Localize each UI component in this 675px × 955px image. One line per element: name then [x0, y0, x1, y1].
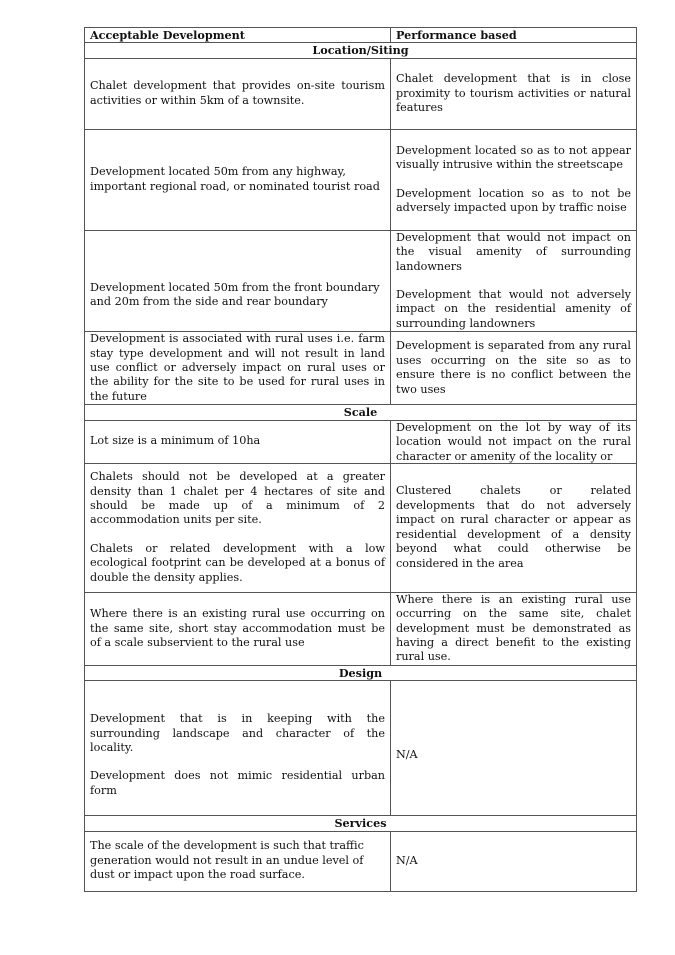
table-row: [85, 230, 637, 331]
cell-paragraph: Development is associated with rural uses i.e. farm stay type development and will not result in land use conflict or adversely impact on rural uses or the ability for the site to be used for rural uses in the future: [90, 332, 385, 403]
section-title-design: Design: [85, 665, 637, 680]
table-row: [85, 831, 637, 891]
acceptable-cell: [85, 332, 391, 405]
cell-paragraph: Development located 50m from any highway, important regional road, or nominated tourist road: [90, 165, 380, 193]
performance-cell: [391, 230, 637, 331]
acceptable-cell: [85, 420, 391, 463]
planning-requirements-table: [84, 27, 637, 892]
cell-paragraph: The scale of the development is such that traffic generation would not result in an undue level of dust or impact upon the road surface.: [90, 839, 364, 882]
acceptable-cell: [85, 129, 391, 230]
cell-paragraph: Chalet development that provides on-site tourism activities or within 5km of a townsite.: [90, 79, 385, 107]
performance-cell: [391, 332, 637, 405]
cell-paragraph: Chalets or related development with a low ecological footprint can be developed at a bonus of double the density applies.: [90, 541, 385, 584]
cell-paragraph: Lot size is a minimum of 10ha: [90, 434, 261, 448]
performance-cell: [391, 420, 637, 463]
performance-cell: [391, 129, 637, 230]
cell-paragraph: Where there is an existing rural use occurring on the same site, chalet development must be demonstrated as having a direct benefit to the existing rural use.: [396, 592, 631, 664]
table-row: [85, 129, 637, 230]
acceptable-cell: [85, 463, 391, 592]
section-title-location: Location/Siting: [85, 43, 637, 58]
table-row: [85, 420, 637, 463]
table-row: [85, 592, 637, 665]
cell-paragraph: Development that would not impact on the visual amenity of surrounding landowners: [396, 230, 631, 273]
acceptable-cell: [85, 831, 391, 891]
cell-paragraph: Development that is in keeping with the surrounding landscape and character of the locality.: [90, 712, 385, 754]
cell-paragraph: Development that would not adversely impact on the residential amenity of surrounding landowners: [396, 288, 631, 330]
acceptable-cell: [85, 592, 391, 665]
performance-cell: [391, 592, 637, 665]
acceptable-cell: [85, 230, 391, 331]
section-row-scale: [85, 405, 637, 420]
cell-paragraph: Chalet development that is in close proximity to tourism activities or natural features: [396, 72, 631, 115]
header-acceptable-development: Acceptable Development: [85, 28, 391, 43]
table-row: [85, 58, 637, 129]
performance-cell: [391, 681, 637, 816]
cell-paragraph: Development located 50m from the front boundary and 20m from the side and rear boundary: [90, 280, 380, 309]
cell-paragraph: Development does not mimic residential urban form: [90, 769, 385, 797]
section-title-services: Services: [85, 816, 637, 831]
section-row-location: [85, 43, 637, 58]
cell-paragraph: Development on the lot by way of its location would not impact on the rural character or amenity of the locality or: [396, 420, 631, 463]
cell-paragraph: Chalets should not be developed at a greater density than 1 chalet per 4 hectares of site and should be made up of a minimum of 2 accommodation units per site.: [90, 470, 385, 527]
table-header-row: [85, 28, 637, 43]
table-row: [85, 463, 637, 592]
performance-cell: [391, 831, 637, 891]
section-title-scale: Scale: [85, 405, 637, 420]
table-row: [85, 681, 637, 816]
section-row-design: [85, 665, 637, 680]
cell-paragraph: Development location so as to not be adversely impacted upon by traffic noise: [396, 186, 631, 215]
acceptable-cell: [85, 681, 391, 816]
cell-paragraph: N/A: [396, 853, 418, 867]
table-row: [85, 332, 637, 405]
cell-paragraph: Clustered chalets or related developments that do not adversely impact on rural character or appear as residential development of a density beyond what could otherwise be considered in the area: [396, 484, 631, 570]
cell-paragraph: N/A: [396, 747, 418, 761]
section-row-services: [85, 816, 637, 831]
acceptable-cell: [85, 58, 391, 129]
header-performance-based: Performance based: [391, 28, 637, 43]
cell-paragraph: Where there is an existing rural use occurring on the same site, short stay accommodation must be of a scale subservient to the rural use: [90, 607, 385, 649]
performance-cell: [391, 58, 637, 129]
cell-paragraph: Development located so as to not appear visually intrusive within the streetscape: [396, 144, 631, 172]
cell-paragraph: Development is separated from any rural uses occurring on the site so as to ensure there is no conflict between the two uses: [396, 339, 631, 396]
performance-cell: [391, 463, 637, 592]
